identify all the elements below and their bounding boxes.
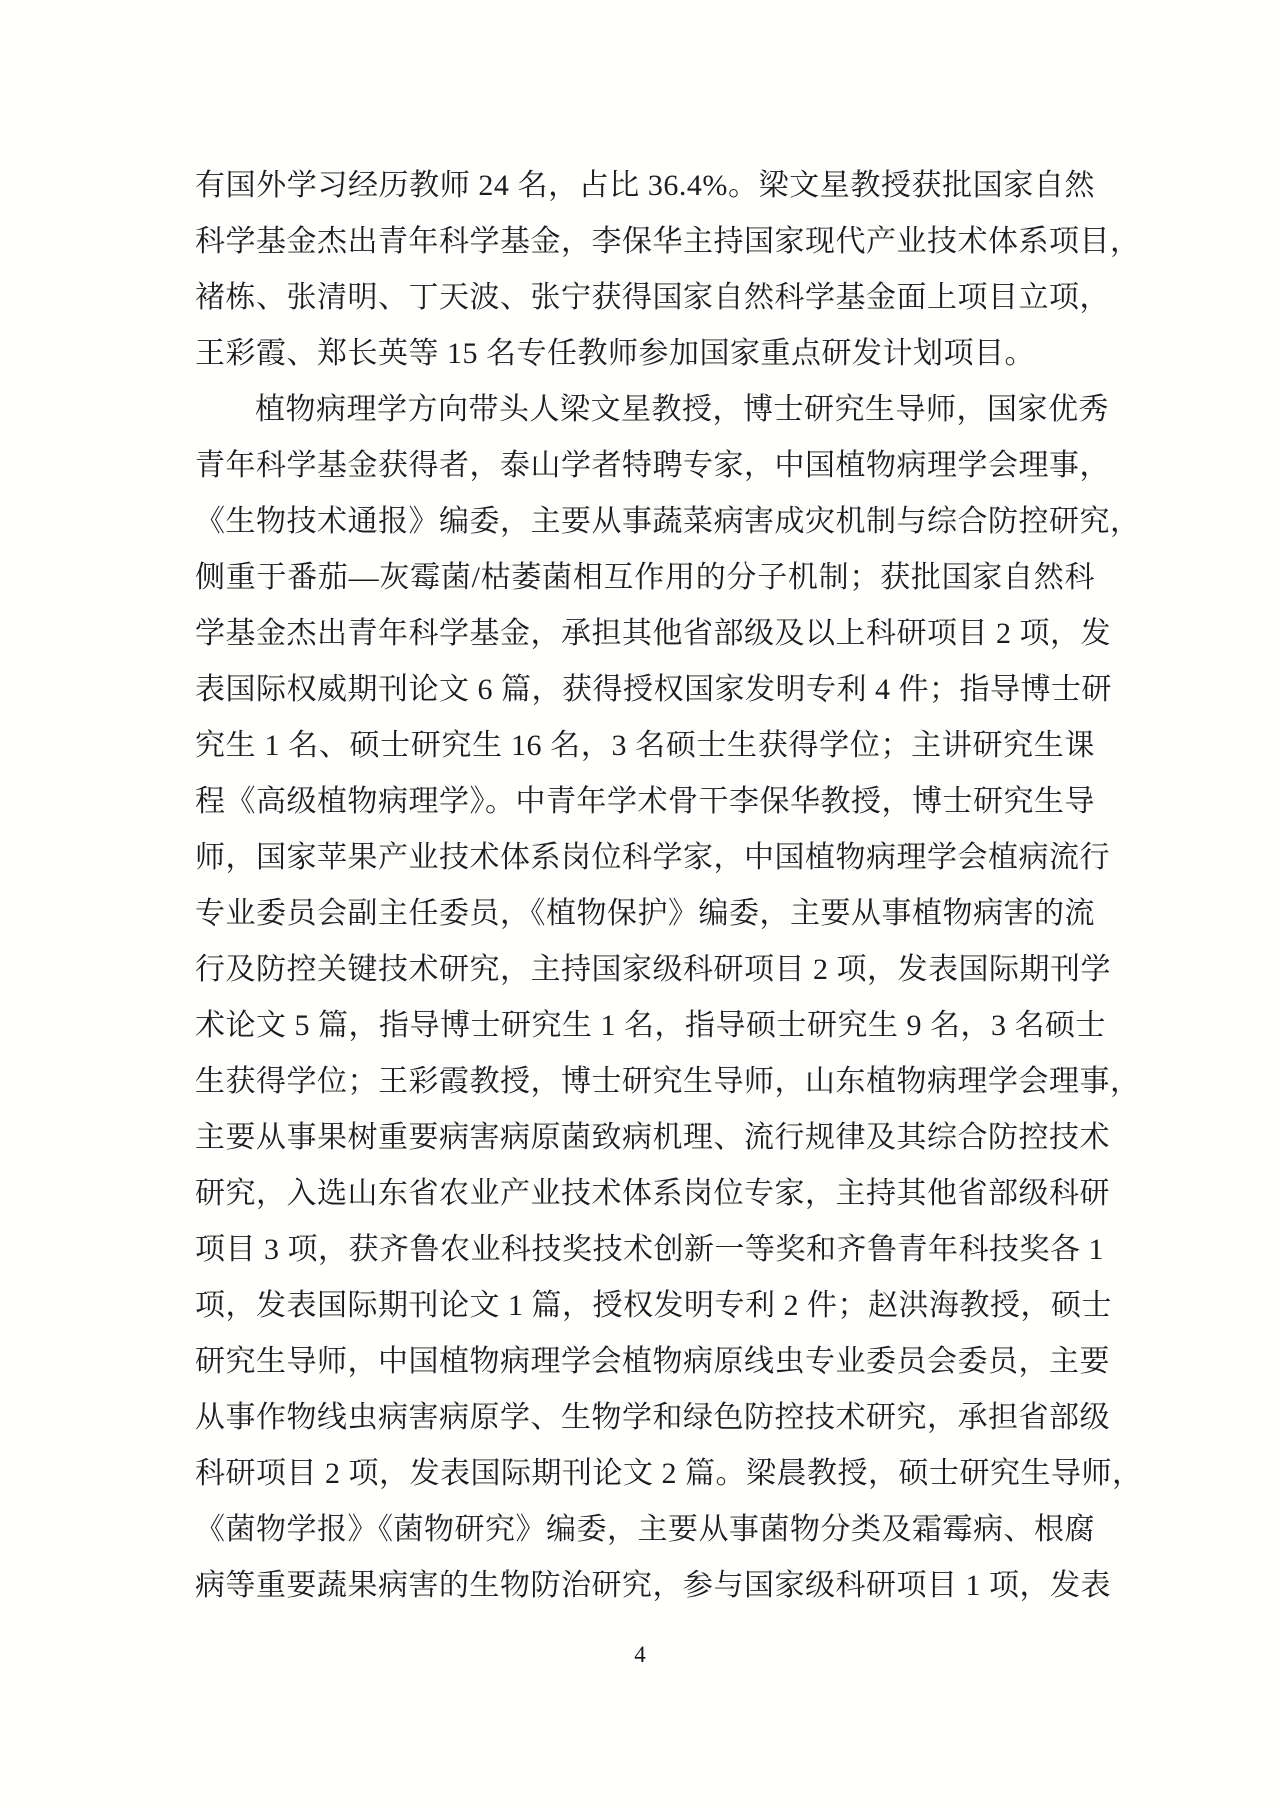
text-line: 主要从事果树重要病害病原菌致病机理、流行规律及其综合防控技术 <box>195 1121 1110 1154</box>
text-line: 师，国家苹果产业技术体系岗位科学家，中国植物病理学会植病流行 <box>195 841 1110 874</box>
text-line: 植物病理学方向带头人梁文星教授，博士研究生导师，国家优秀 <box>255 393 1109 426</box>
text-line: 王彩霞、郑长英等 15 名专任教师参加国家重点研发计划项目。 <box>195 337 1035 370</box>
text-line: 青年科学基金获得者，泰山学者特聘专家，中国植物病理学会理事， <box>195 449 1110 482</box>
text-line: 行及防控关键技术研究，主持国家级科研项目 2 项，发表国际期刊学 <box>195 953 1111 986</box>
text-line: 褚栋、张清明、丁天波、张宁获得国家自然科学基金面上项目立项， <box>195 281 1110 314</box>
text-line: 《菌物学报》《菌物研究》编委，主要从事菌物分类及霜霉病、根腐 <box>195 1513 1095 1546</box>
text-line: 程《高级植物病理学》。中青年学术骨干李保华教授，博士研究生导 <box>195 785 1095 818</box>
text-line: 病等重要蔬果病害的生物防治研究，参与国家级科研项目 1 项，发表 <box>195 1569 1111 1602</box>
text-line: 《生物技术通报》编委，主要从事蔬菜病害成灾机制与综合防控研究， <box>195 505 1141 538</box>
text-line: 有国外学习经历教师 24 名，占比 36.4%。梁文星教授获批国家自然 <box>195 169 1095 202</box>
text-line: 术论文 5 篇，指导博士研究生 1 名，指导硕士研究生 9 名，3 名硕士 <box>195 1009 1106 1042</box>
text-line: 项，发表国际期刊论文 1 篇，授权发明专利 2 件；赵洪海教授，硕士 <box>195 1289 1112 1322</box>
text-line: 科学基金杰出青年科学基金，李保华主持国家现代产业技术体系项目， <box>195 225 1141 258</box>
text-line: 究生 1 名、硕士研究生 16 名，3 名硕士生获得学位；主讲研究生课 <box>195 729 1095 762</box>
text-line: 专业委员会副主任委员，《植物保护》编委，主要从事植物病害的流 <box>195 897 1095 930</box>
document-body <box>195 158 1143 1614</box>
text-line: 研究，入选山东省农业产业技术体系岗位专家，主持其他省部级科研 <box>195 1177 1110 1210</box>
page-number: 4 <box>634 1642 646 1667</box>
text-line: 学基金杰出青年科学基金，承担其他省部级及以上科研项目 2 项，发 <box>195 617 1111 650</box>
text-line: 研究生导师，中国植物病理学会植物病原线虫专业委员会委员，主要 <box>195 1345 1110 1378</box>
text-line: 生获得学位；王彩霞教授，博士研究生导师，山东植物病理学会理事， <box>195 1065 1141 1098</box>
text-line: 从事作物线虫病害病原学、生物学和绿色防控技术研究，承担省部级 <box>195 1401 1110 1434</box>
text-line: 科研项目 2 项，发表国际期刊论文 2 篇。梁晨教授，硕士研究生导师， <box>195 1457 1143 1490</box>
text-line: 项目 3 项，获齐鲁农业科技奖技术创新一等奖和齐鲁青年科技奖各 1 <box>195 1233 1104 1266</box>
text-line: 侧重于番茄—灰霉菌/枯萎菌相互作用的分子机制；获批国家自然科 <box>195 561 1095 594</box>
text-line: 表国际权威期刊论文 6 篇，获得授权国家发明专利 4 件；指导博士研 <box>195 673 1112 706</box>
